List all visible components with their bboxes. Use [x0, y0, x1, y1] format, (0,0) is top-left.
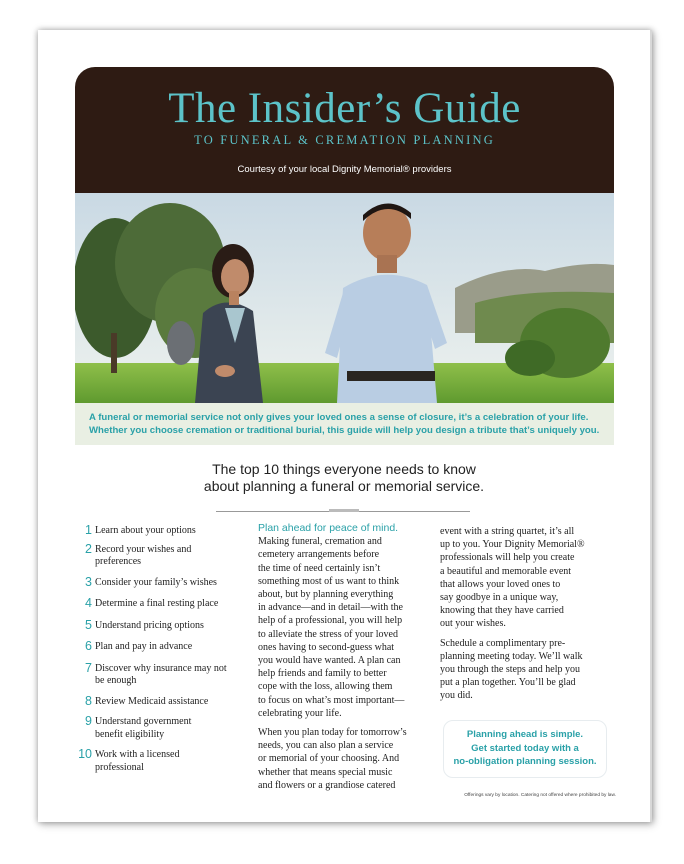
list-item — [82, 660, 235, 688]
body-line: put a plan together. You’ll be glad — [440, 677, 576, 689]
list-text: Understand pricing options — [95, 619, 204, 631]
body-line: whether that means special music — [258, 766, 393, 778]
list-item — [78, 747, 195, 774]
list-text: Discover why insurance may not be enough — [95, 662, 227, 686]
body-line: planning meeting today. We’ll walk — [440, 650, 583, 662]
list-item — [82, 617, 252, 633]
list-number: 8 — [85, 693, 92, 708]
headline-line-1: The top 10 things everyone needs to know — [212, 461, 476, 477]
body-line: cope with the loss, allowing them — [258, 681, 393, 693]
body-line: ones having to second-guess what — [258, 641, 395, 653]
list-text: Consider your family’s wishes — [95, 576, 217, 588]
body-line: you did. — [440, 690, 473, 702]
list-number: 7 — [85, 660, 92, 675]
body-line: event with a string quartet, it’s all — [440, 526, 575, 537]
cta-line-3: no-obligation planning session. — [453, 756, 597, 767]
body-line: knowing that they have carried — [440, 605, 564, 617]
list-number: 4 — [85, 596, 92, 610]
guide-subtitle: TO FUNERAL & CREMATION PLANNING — [194, 133, 495, 147]
body-line: and flowers or a grandiose catered — [258, 779, 396, 791]
brochure-page — [38, 30, 652, 822]
list-text: Work with a licensed professional — [95, 749, 180, 773]
courtesy-line: Courtesy of your local Dignity Memorial® providers — [237, 164, 452, 175]
section-headline — [38, 461, 650, 495]
caption-band — [75, 403, 614, 445]
body-line: out your wishes. — [440, 618, 506, 630]
body-line: something most of us want to think — [258, 575, 400, 587]
list-number: 1 — [85, 523, 92, 537]
list-number: 9 — [85, 714, 92, 728]
body-line: to alleviate the stress of your loved — [258, 628, 398, 640]
body-line: about, but by planning everything — [258, 589, 394, 601]
photo-caption — [89, 411, 604, 437]
body-column-1 — [258, 522, 436, 798]
list-item — [82, 716, 220, 741]
body-line: celebrating your life. — [258, 707, 342, 719]
list-item — [82, 693, 252, 709]
guide-title: The Insider’s Guide — [168, 85, 521, 132]
list-number: 10 — [78, 747, 92, 761]
list-item — [82, 641, 252, 654]
body-column-2 — [440, 525, 618, 709]
body-line: the time of need certainly isn’t — [258, 562, 381, 574]
caption-line-1: A funeral or memorial service not only gives your loved ones a sense of closure, it’s a celebration of your life. — [89, 412, 589, 423]
body-line: needs, you can also plan a service — [258, 740, 394, 752]
lead-heading: Plan ahead for peace of mind. — [258, 522, 399, 534]
body-line: you would have wanted. A plan can — [258, 655, 401, 667]
paragraph-3 — [440, 525, 618, 631]
caption-line-2: Whether you choose cremation or traditional burial, this guide will help you design a tribute that’s uniquely you. — [89, 425, 600, 436]
list-text: Plan and pay in advance — [95, 641, 193, 652]
list-number: 6 — [85, 639, 92, 653]
body-line: or memorial of your choosing. And — [258, 753, 400, 765]
cta-callout — [443, 720, 607, 778]
paragraph-2 — [258, 726, 436, 792]
header-banner — [75, 67, 614, 193]
fine-print: Offerings vary by location. Catering not offered where prohibited by law. — [464, 793, 616, 798]
headline-line-2: about planning a funeral or memorial service. — [203, 478, 485, 494]
list-item — [82, 574, 252, 590]
body-line: that allows your loved ones to — [440, 578, 561, 590]
body-line: to focus on what’s most important— — [258, 694, 405, 706]
body-line: help friends and family to better — [258, 668, 387, 680]
list-text: Review Medicaid assistance — [95, 695, 209, 707]
hero-photo-illustration — [75, 193, 614, 403]
list-number: 2 — [85, 541, 92, 556]
body-line: Making funeral, cremation and — [258, 536, 382, 548]
list-text: Learn about your options — [95, 525, 196, 536]
cta-line-2: Get started today with a — [471, 742, 579, 754]
cta-line-1: Planning ahead is simple. — [466, 729, 584, 740]
list-text: Determine a final resting place — [95, 598, 219, 609]
list-number: 3 — [85, 574, 92, 589]
body-line: in advance—and in detail—with the — [258, 602, 403, 614]
body-line: help of a professional, you will help — [258, 615, 403, 627]
paragraph-4 — [440, 637, 618, 703]
body-line: professionals will help you create — [440, 552, 575, 564]
body-line: up to you. Your Dignity Memorial® — [440, 539, 585, 551]
list-item — [82, 598, 252, 611]
body-line: When you plan today for tomorrow’s — [258, 727, 407, 739]
body-line: Schedule a complimentary pre- — [440, 637, 566, 649]
top-ten-list — [78, 523, 252, 774]
list-number: 5 — [85, 617, 92, 632]
hero-photo — [75, 193, 614, 403]
body-line: you through the steps and help you — [440, 664, 580, 676]
body-line: say goodbye in a unique way, — [440, 592, 559, 604]
paragraph-1 — [258, 522, 436, 720]
list-text: Understand government benefit eligibility — [95, 716, 192, 740]
body-line: cemetery arrangements before — [258, 549, 380, 561]
body-line: a beautiful and memorable event — [440, 565, 572, 577]
divider-accent — [329, 509, 359, 512]
list-item — [82, 541, 207, 569]
cta-text — [444, 728, 606, 769]
list-item — [82, 525, 252, 538]
list-text: Record your wishes and preferences — [95, 543, 192, 567]
